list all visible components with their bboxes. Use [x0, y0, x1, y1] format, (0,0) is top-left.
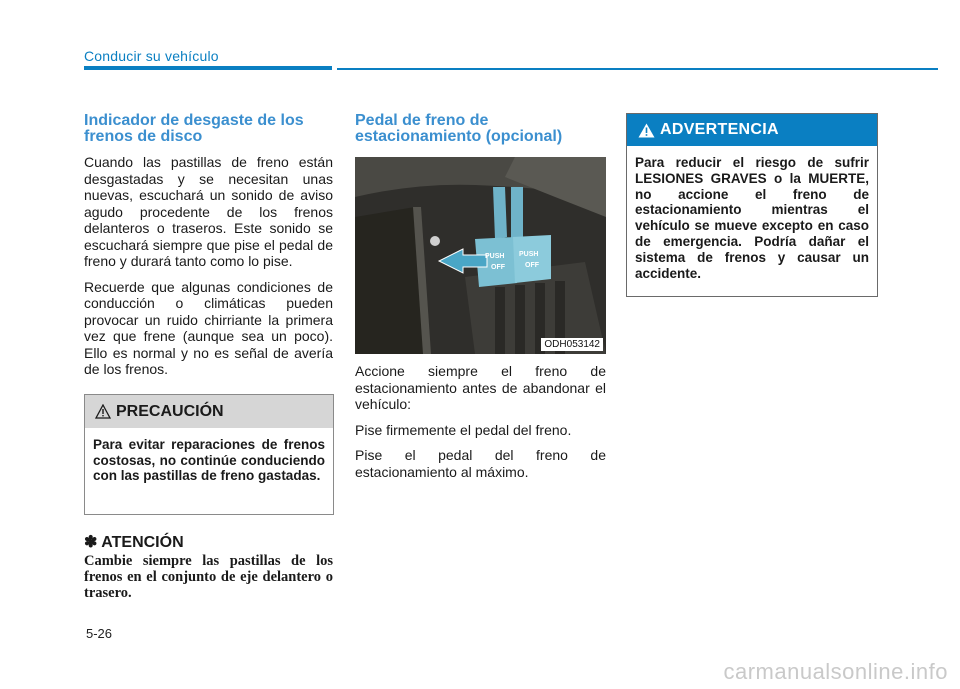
figure-caption: ODH053142 — [541, 338, 603, 351]
parking-brake-body — [355, 363, 606, 489]
paragraph: Cuando las pastillas de freno están desgastadas y se necesitan unas nuevas, escuchará un sonido de aviso agudo procedente de los frenos delanteros o traseros. Este sonido se escuchará siempre que pise el pedal de freno y durará tanto como lo pise. — [84, 154, 333, 269]
brake-wear-body — [84, 154, 333, 387]
warning-box — [626, 113, 878, 297]
pedal-label-off-2: OFF — [525, 262, 539, 269]
warning-triangle-icon — [95, 404, 111, 419]
pedal-label-push-1: PUSH — [485, 253, 505, 260]
parking-brake-illustration — [355, 157, 606, 354]
warning-title: ADVERTENCIA — [660, 121, 779, 138]
watermark: carmanualsonline.info — [723, 659, 948, 684]
header-rule-thin — [337, 68, 938, 70]
caution-text: Para evitar reparaciones de frenos costosas, no continúe conduciendo con las pastillas de freno gastadas. — [93, 437, 325, 483]
pedal-label-off-1: OFF — [491, 264, 505, 271]
warning-header — [627, 114, 877, 146]
warning-triangle-icon — [638, 123, 655, 138]
attention-title: ✽ ATENCIÓN — [84, 534, 184, 551]
caution-title: PRECAUCIÓN — [116, 403, 224, 420]
parking-brake-photo — [355, 157, 606, 354]
paragraph: Recuerde que algunas condiciones de conducción o climáticas pueden provocar un ruido chirriante la primera vez que frene (aunque sea un poco). Ello es normal y no es señal de avería de los frenos. — [84, 278, 333, 377]
hood-release-icon — [430, 236, 440, 246]
warning-text: Para reducir el riesgo de sufrir LESIONES GRAVES o la MUERTE, no accione el freno de estacionamiento mientras el vehículo se mueve excepto en caso de emergencia. Podría dañar el sistema de frenos y causar un accidente. — [635, 155, 869, 281]
pedal-label-push-2: PUSH — [519, 251, 539, 258]
caution-header — [85, 395, 333, 428]
paragraph: Accione siempre el freno de estacionamiento antes de abandonar el vehículo: — [355, 363, 606, 412]
header-rule-thick — [84, 66, 332, 70]
running-header: Conducir su vehículo — [84, 48, 219, 64]
caution-box — [84, 394, 334, 515]
attention-text: Cambie siempre las pastillas de los frenos en el conjunto de eje delantero o trasero. — [84, 553, 333, 601]
paragraph: Pise el pedal del freno de estacionamiento al máximo. — [355, 447, 606, 480]
section-heading-brake-wear: Indicador de desgaste de los frenos de disco — [84, 112, 304, 145]
page-number: 5-26 — [86, 626, 113, 641]
section-heading-parking-brake: Pedal de freno de estacionamiento (opcional) — [355, 112, 563, 145]
paragraph: Pise firmemente el pedal del freno. — [355, 421, 572, 438]
